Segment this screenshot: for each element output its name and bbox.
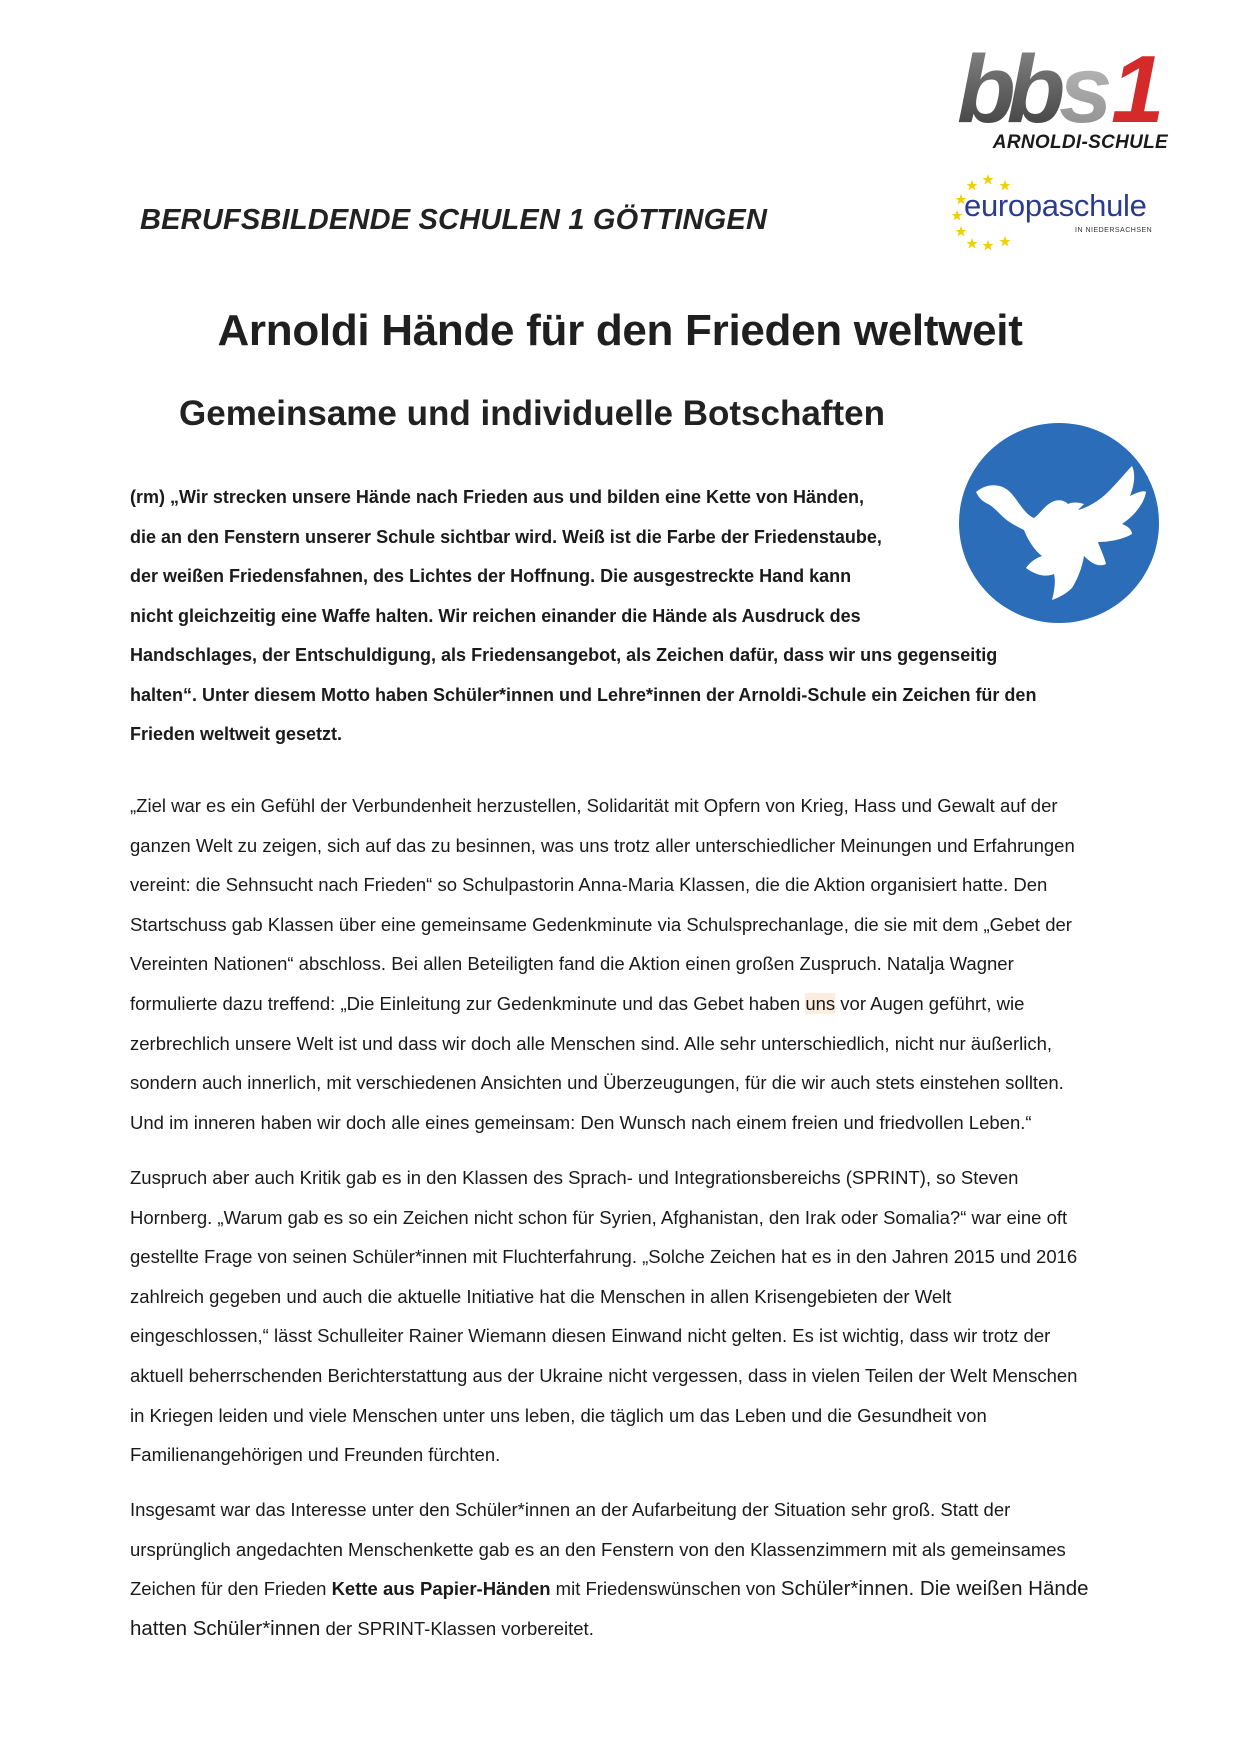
svg-text:1: 1 [1111,40,1165,130]
paragraph-line: zahlreich gegeben und auch die aktuelle Initiative hat die Menschen in allen Krisengebieten der Welt [130,1285,952,1307]
paragraph-line: „Ziel war es ein Gefühl der Verbundenheit herzustellen, Solidarität mit Opfern von Krieg, Hass und Gewalt auf der [130,795,1058,816]
body-paragraph-1 [130,786,1110,1142]
paragraph-line: in Kriegen leiden und viele Menschen unter uns leben, die täglich um das Leben und die Gesundheit von [130,1404,987,1426]
arnoldi-schule-label: ARNOLDI-SCHULE [992,132,1168,153]
europaschule-wordmark: europaschule [964,188,1147,223]
svg-text:bb: bb [957,40,1057,130]
paragraph-line: Vereinten Nationen“ abschloss. Bei allen Beteiligten fand die Aktion einen großen Zuspruch. Natalja Wagner [130,953,1014,975]
paragraph-line: Insgesamt war das Interesse unter den Schüler*innen an der Aufarbeitung der Situation sehr groß. Statt der [130,1499,1011,1520]
line-text: Zeichen für den Frieden [130,1578,332,1600]
europaschule-logo [950,172,1170,252]
line-text: der SPRINT-Klassen vorbereitet. [320,1617,594,1639]
school-name: BERUFSBILDENDE SCHULEN 1 GÖTTINGEN [140,204,768,236]
body-paragraph-3 [130,1490,1110,1648]
lead-line: Frieden weltweit gesetzt. [130,724,343,744]
paragraph-line: gestellte Frage von seinen Schüler*innen mit Fluchterfahrung. „Solche Zeichen hat es in den Jahren 2015 und 2016 [130,1246,1078,1268]
europaschule-subtitle: IN NIEDERSACHSEN [1075,227,1153,234]
line-text: vor Augen geführt, wie [835,992,1025,1014]
lead-paragraph [130,478,1080,755]
paragraph-line: ursprünglich angedachten Menschenkette gab es an den Fenstern von den Klassenzimmern mit als gemeinsames [130,1538,1066,1560]
lead-line: der weißen Friedensfahnen, des Lichtes der Hoffnung. Die ausgestreckte Hand kann [130,566,852,586]
paragraph-line: ganzen Welt zu zeigen, sich auf das zu besinnen, was uns trotz aller unterschiedlicher Meinungen und Erfahrungen [130,834,1075,856]
line-text: hatten Schüler*innen [130,1616,321,1640]
lead-line: halten“. Unter diesem Motto haben Schüler*innen und Lehre*innen der Arnoldi-Schule ein Zeichen für den [130,684,1037,705]
highlighted-word: uns [805,992,836,1014]
line-text: mit Friedenswünschen von [550,1578,781,1600]
paragraph-line: vereint: die Sehnsucht nach Frieden“ so Schulpastorin Anna-Maria Klassen, die die Aktion organisiert hatte. Den [130,874,1048,896]
paragraph-line: Zuspruch aber auch Kritik gab es in den Klassen des Sprach- und Integrationsbereichs (SPRINT), so Steven [130,1167,1019,1188]
paragraph-line: sondern auch innerlich, mit verschiedenen Ansichten und Überzeugungen, für die wir auch stets einstehen sollten. [130,1072,1064,1094]
paragraph-line: aktuell beherrschenden Berichterstattung aus der Ukraine nicht vergessen, dass in vielen Teilen der Welt Menschen [130,1364,1078,1386]
paragraph-line: Und im inneren haben wir doch alle eines gemeinsam: Den Wunsch nach einem freien und friedvollen Leben.“ [130,1111,1032,1133]
svg-text:s: s [1059,40,1107,130]
paragraph-line: Startschuss gab Klassen über eine gemeinsame Gedenkminute via Schulsprechanlage, die sie mit dem „Gebet der [130,913,1072,935]
bbs1-logo-graphic [955,40,1165,130]
body-paragraph-2 [130,1158,1110,1475]
lead-line: (rm) „Wir strecken unsere Hände nach Frieden aus und bilden eine Kette von Händen, [130,487,864,507]
paragraph-line [130,1569,1110,1609]
paragraph-line [130,1609,1110,1649]
paragraph-line [130,984,1110,1024]
line-text: formulierte dazu treffend: „Die Einleitung zur Gedenkminute und das Gebet haben [130,992,806,1014]
bold-phrase: Kette aus Papier-Händen [331,1578,551,1600]
paragraph-line: zerbrechlich unsere Welt ist und dass wir doch alle Menschen sind. Alle sehr unterschiedlich, nicht nur äußerlich, [130,1032,1053,1054]
paragraph-line: Hornberg. „Warum gab es so ein Zeichen nicht schon für Syrien, Afghanistan, den Irak oder Somalia?“ war eine oft [130,1206,1068,1228]
article-subtitle: Gemeinsame und individuelle Botschaften [179,394,885,433]
line-text: Schüler*innen. Die weißen Hände [780,1577,1089,1601]
bbs1-logo [955,40,1165,130]
article-title: Arnoldi Hände für den Frieden weltweit [217,306,1023,355]
lead-line: die an den Fenstern unserer Schule sichtbar wird. Weiß ist die Farbe der Friedenstaube, [130,526,882,547]
lead-line: nicht gleichzeitig eine Waffe halten. Wir reichen einander die Hände als Ausdruck des [130,605,861,626]
paragraph-line: Familienangehörigen und Freunden fürchten. [130,1444,501,1466]
lead-line: Handschlages, der Entschuldigung, als Friedensangebot, als Zeichen dafür, dass wir uns gegenseitig [130,645,998,665]
paragraph-line: eingeschlossen,“ lässt Schulleiter Rainer Wiemann diesen Einwand nicht gelten. Es ist wichtig, dass wir trotz der [130,1325,1051,1347]
